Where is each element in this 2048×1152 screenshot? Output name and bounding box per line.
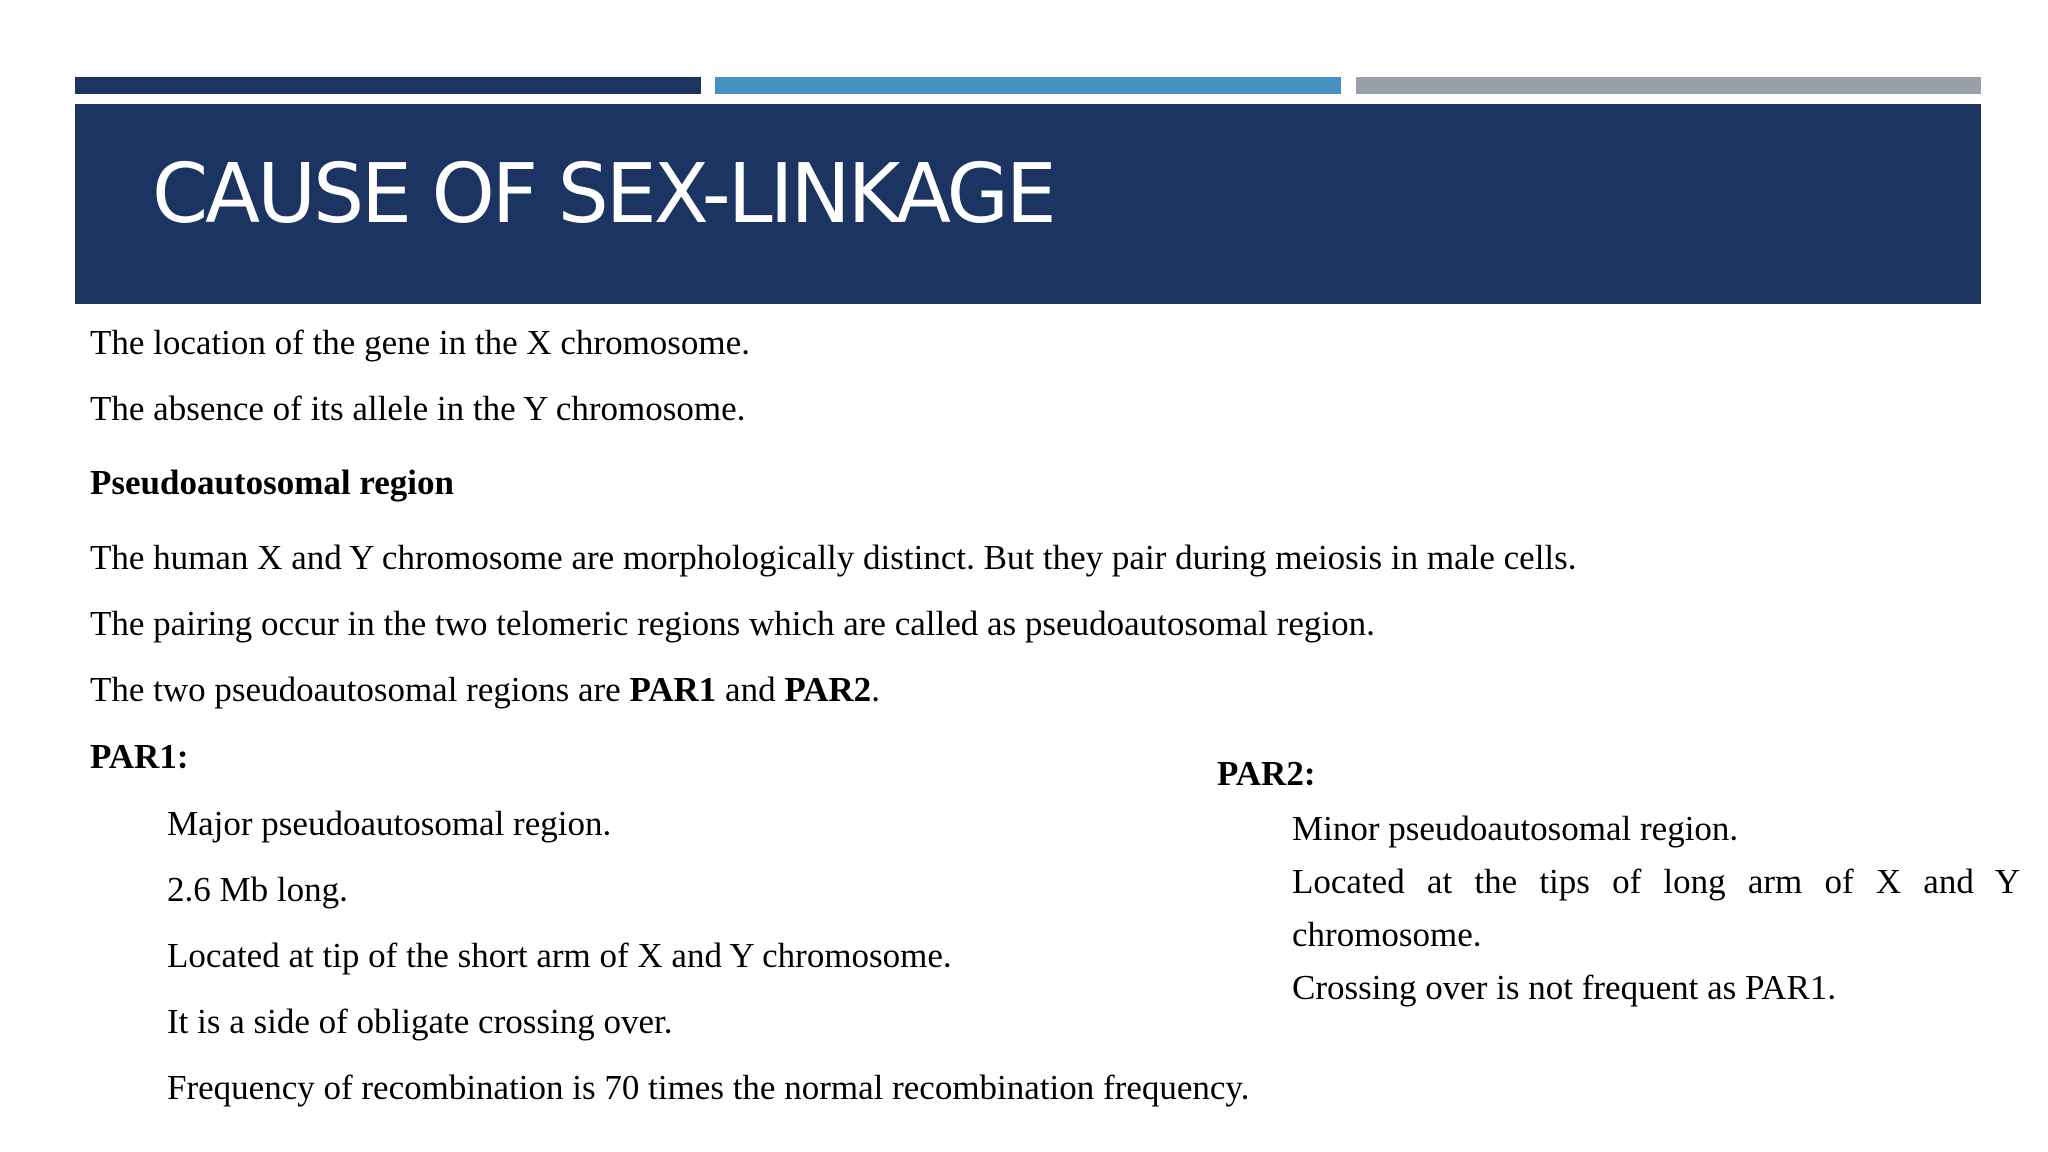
par1-heading: PAR1: — [90, 737, 189, 776]
par-sentence-prefix: The two pseudoautosomal regions are — [90, 670, 630, 709]
par2-item: Minor pseudoautosomal region. — [1292, 809, 1739, 848]
body-line-1: The human X and Y chromosome are morphologically distinct. But they pair during meiosis in male cells. — [90, 538, 1577, 577]
par-sentence-suffix: . — [871, 670, 880, 709]
par2-list — [1292, 802, 2020, 1014]
accent-bar-blue — [715, 77, 1341, 94]
par1-item: 2.6 Mb long. — [167, 870, 348, 909]
par-sentence-middle: and — [716, 670, 785, 709]
body-line-2: The pairing occur in the two telomeric regions which are called as pseudoautosomal region. — [90, 604, 1375, 643]
accent-bar-gray — [1356, 77, 1981, 94]
par-sentence — [90, 669, 880, 711]
par1-item: It is a side of obligate crossing over. — [167, 1002, 673, 1041]
accent-bar-dark — [75, 77, 701, 94]
intro-line-1: The location of the gene in the X chromosome. — [90, 323, 750, 362]
par-sentence-par1: PAR1 — [629, 670, 717, 709]
par-sentence-par2: PAR2 — [784, 670, 872, 709]
intro-line-2: The absence of its allele in the Y chromosome. — [90, 389, 746, 428]
par2-item: Located at the tips of long arm of X and Y chromosome. — [1292, 862, 2020, 954]
section-heading: Pseudoautosomal region — [90, 463, 454, 502]
par1-item: Frequency of recombination is 70 times the normal recombination frequency. — [167, 1068, 1250, 1107]
slide-title: CAUSE OF SEX-LINKAGE — [152, 147, 1054, 242]
par2-heading: PAR2: — [1217, 754, 1316, 793]
par2-item: Crossing over is not frequent as PAR1. — [1292, 968, 1837, 1007]
par1-item: Located at tip of the short arm of X and Y chromosome. — [167, 936, 952, 975]
par1-item: Major pseudoautosomal region. — [167, 804, 612, 843]
